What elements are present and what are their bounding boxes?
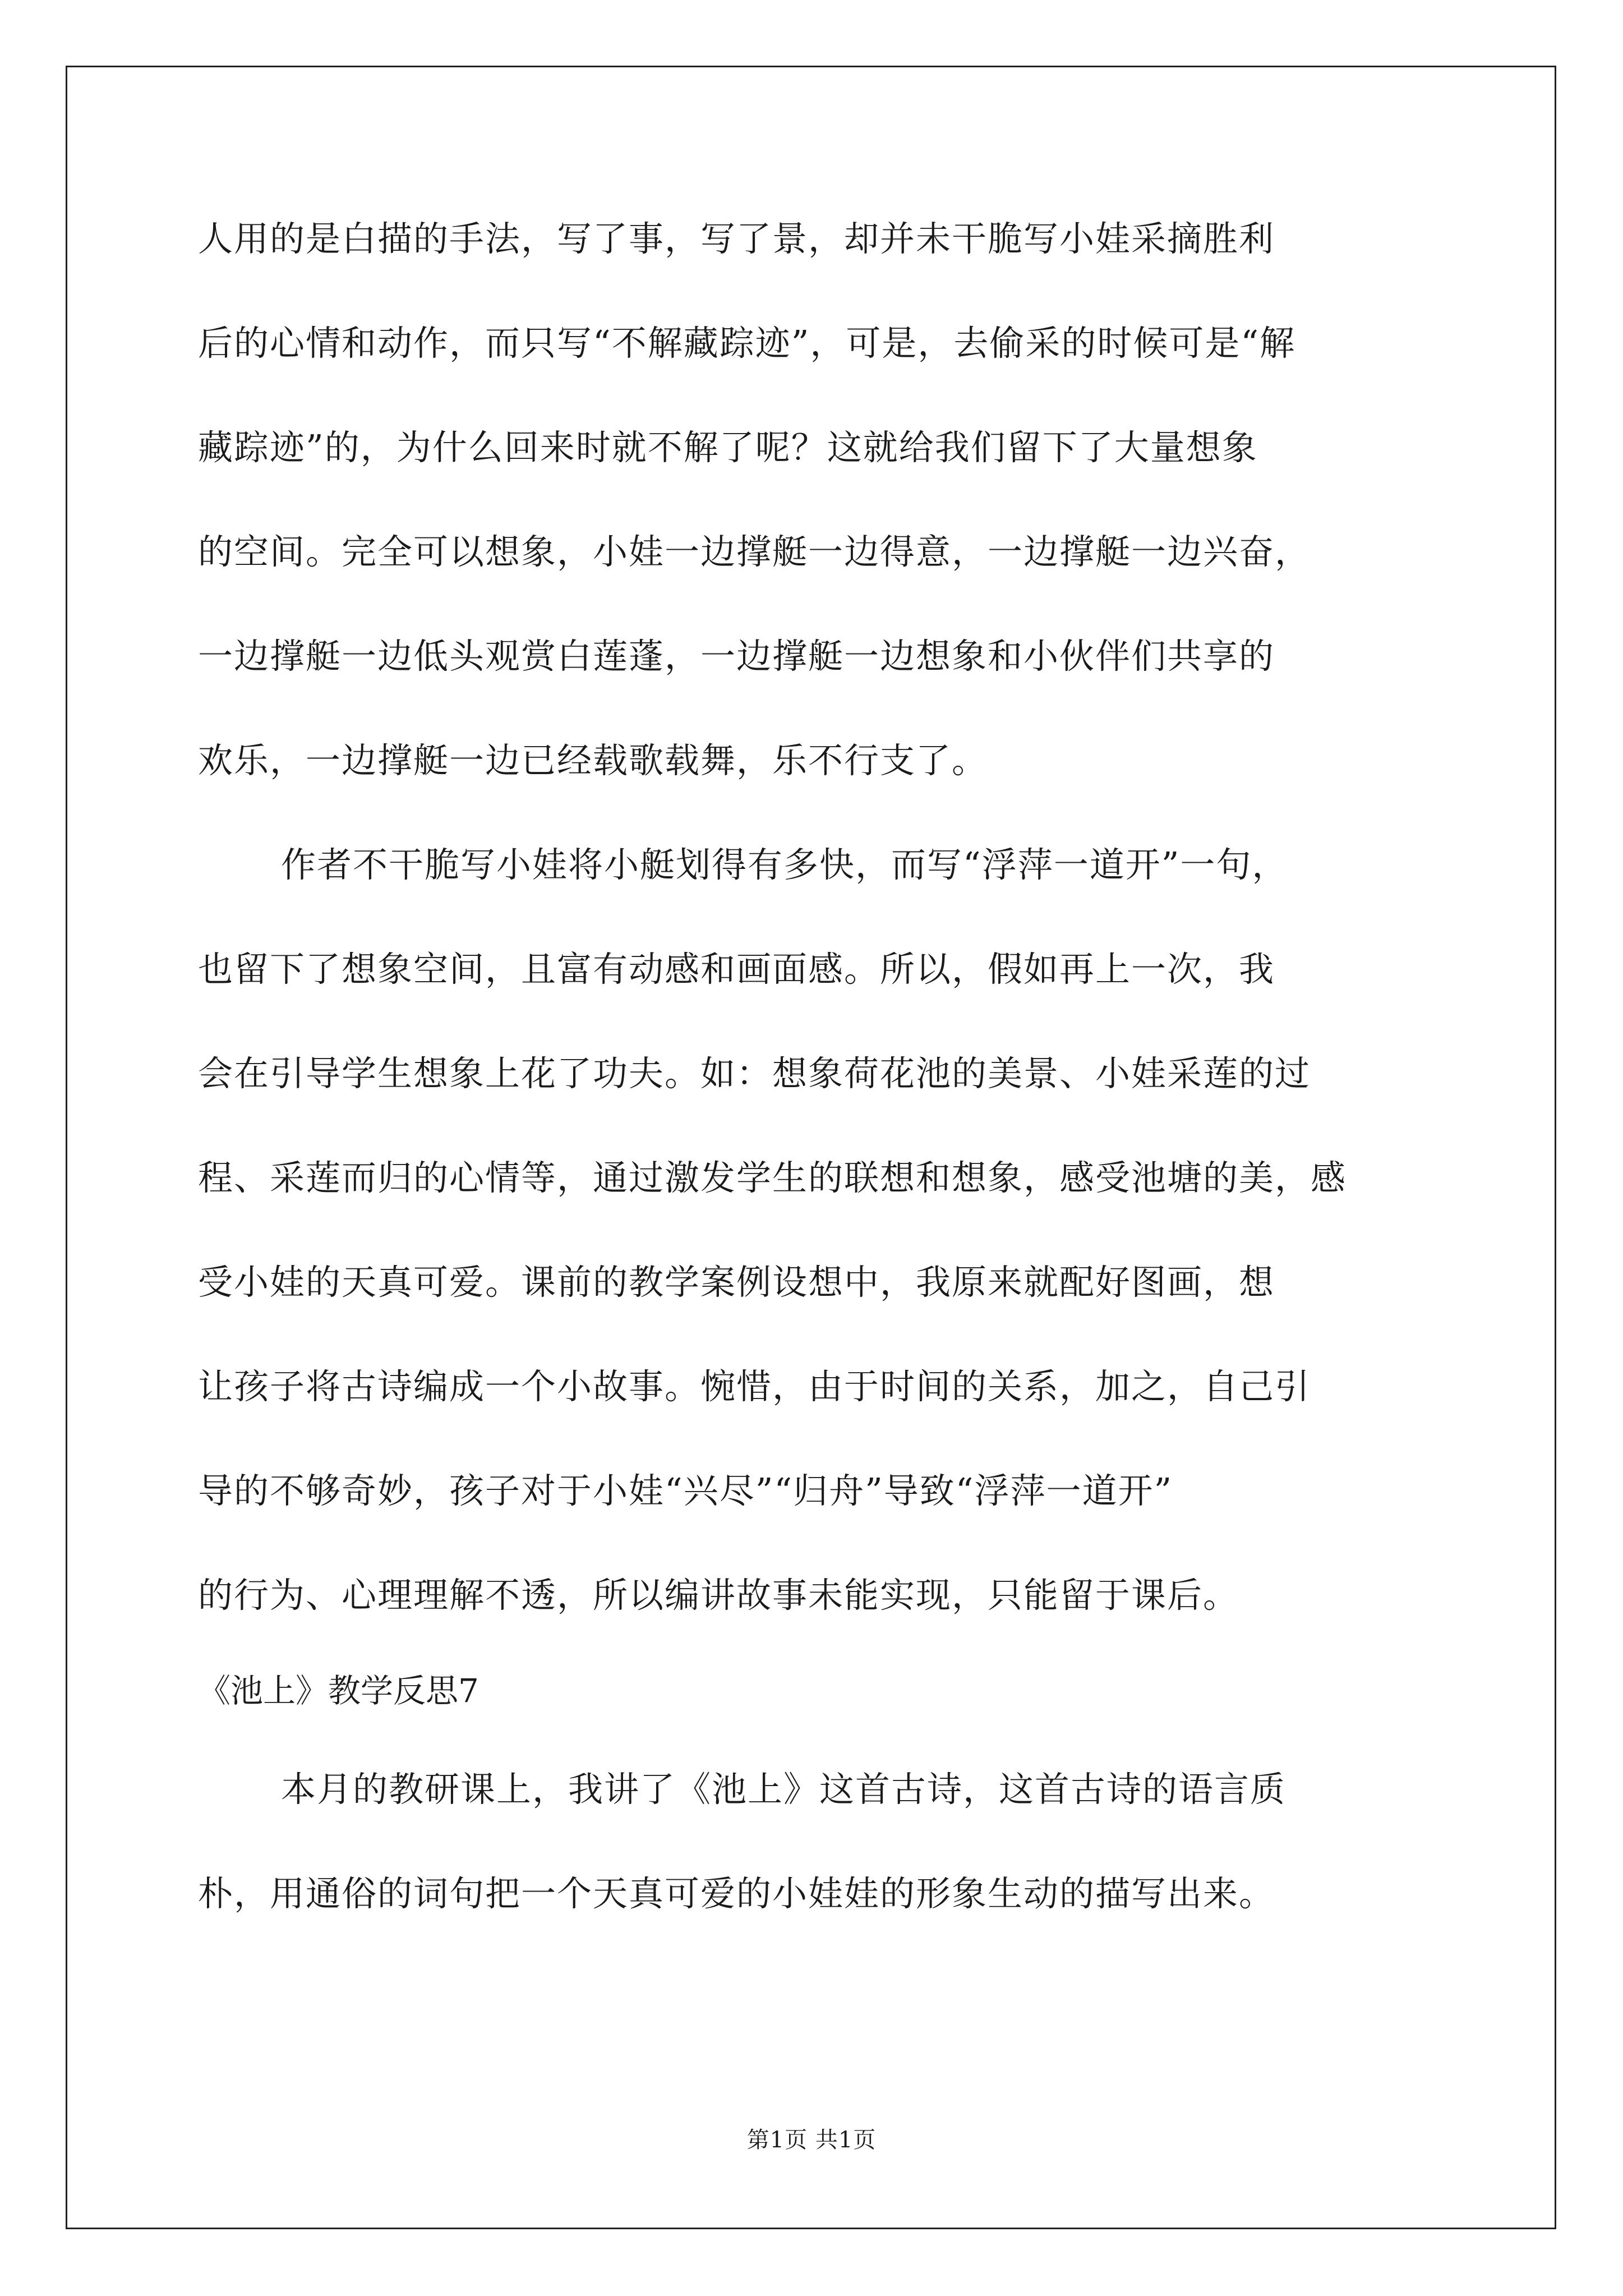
text-line: 欢乐，一边撑艇一边已经载歌载舞，乐不行支了。 [198,740,988,781]
section-heading: 《池上》教学反思7 [198,1672,479,1710]
text-line: 本月的教研课上，我讲了《池上》这首古诗，这首古诗的语言质 [281,1769,1287,1810]
page-number-footer: 第1页 共1页 [746,2127,877,2153]
text-line: 的行为、心理理解不透，所以编讲故事未能实现，只能留于课后。 [198,1575,1239,1616]
text-line: 的空间。完全可以想象，小娃一边撑艇一边得意，一边撑艇一边兴奋， [198,531,1311,572]
text-line: 朴，用通俗的词句把一个天真可爱的小娃娃的形象生动的描写出来。 [198,1873,1275,1914]
text-line: 也留下了想象空间，且富有动感和画面感。所以，假如再上一次，我 [198,949,1275,990]
text-line: 后的心情和动作，而只写“不解藏踪迹”，可是，去偷采的时候可是“解 [198,323,1296,364]
text-line: 导的不够奇妙，孩子对于小娃“兴尽”“归舟”导致“浮萍一道开” [198,1470,1173,1511]
text-line: 作者不干脆写小娃将小艇划得有多快，而写“浮萍一道开”一句， [281,844,1288,885]
text-line: 会在引导学生想象上花了功夫。如：想象荷花池的美景、小娃采莲的过 [198,1053,1311,1094]
text-line: 一边撑艇一边低头观赏白莲蓬，一边撑艇一边想象和小伙伴们共享的 [198,636,1275,677]
text-line: 让孩子将古诗编成一个小故事。惋惜，由于时间的关系，加之，自己引 [198,1366,1311,1407]
text-line: 人用的是白描的手法，写了事，写了景，却并未干脆写小娃采摘胜利 [198,218,1275,259]
text-line: 程、采莲而归的心情等，通过激发学生的联想和想象，感受池塘的美，感 [198,1157,1347,1198]
text-line: 受小娃的天真可爱。课前的教学案例设想中，我原来就配好图画，想 [198,1262,1275,1303]
text-line: 藏踪迹”的，为什么回来时就不解了呢？这就给我们留下了大量想象 [198,427,1258,468]
